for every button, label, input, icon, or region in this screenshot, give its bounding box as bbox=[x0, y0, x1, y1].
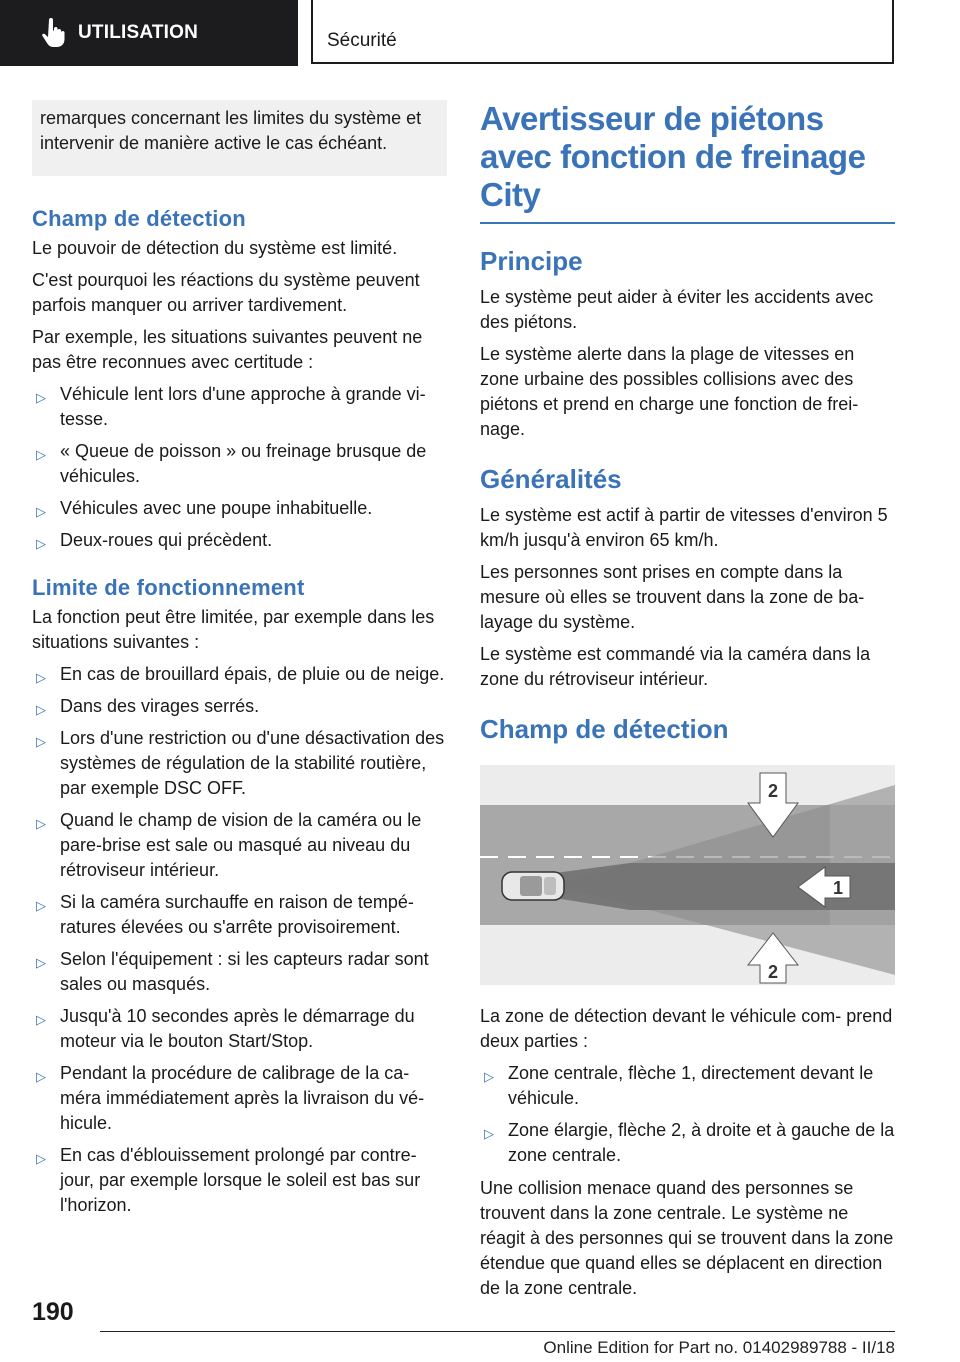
paragraph: La zone de détection devant le véhicule com‐ prend deux parties : bbox=[480, 1006, 893, 1051]
list-item: ▷ Zone centrale, flèche 1, directement devant le véhicule. bbox=[484, 1063, 874, 1108]
detection-field-diagram bbox=[480, 765, 895, 985]
list-item: ▷ Lors d'une restriction ou d'une désactivation des systèmes de régulation de la stabilité routière, par exemple DSC OFF. bbox=[36, 728, 445, 798]
chapter-tab[interactable] bbox=[0, 0, 298, 66]
triangle-bullet-icon: ▷ bbox=[36, 734, 46, 749]
paragraph: Le système est commandé via la caméra dans la zone du rétroviseur intérieur. bbox=[480, 644, 871, 689]
triangle-bullet-icon: ▷ bbox=[36, 898, 46, 913]
triangle-bullet-icon: ▷ bbox=[36, 447, 46, 462]
triangle-bullet-icon: ▷ bbox=[36, 955, 46, 970]
list-item: ▷ Si la caméra surchauffe en raison de tempé‐ ratures élevées ou s'arrête provisoirement. bbox=[36, 892, 414, 937]
list-item: ▷ « Queue de poisson » ou freinage brusque de véhicules. bbox=[36, 441, 427, 486]
triangle-bullet-icon: ▷ bbox=[36, 1012, 46, 1027]
list-item: ▷ En cas d'éblouissement prolongé par contre- jour, par exemple lorsque le soleil est bas sur l'horizon. bbox=[36, 1145, 421, 1215]
left-column bbox=[32, 100, 447, 1240]
section-principle bbox=[480, 246, 895, 442]
triangle-bullet-icon: ▷ bbox=[36, 1151, 46, 1166]
triangle-bullet-icon: ▷ bbox=[36, 670, 46, 685]
section-function-limit bbox=[32, 575, 447, 1218]
list-item: ▷ Selon l'équipement : si les capteurs radar sont sales ou masqués. bbox=[36, 949, 429, 994]
title-divider bbox=[480, 222, 895, 224]
paragraph: Par exemple, les situations suivantes peuvent ne pas être reconnues avec certitude : bbox=[32, 327, 423, 372]
section-label: Sécurité bbox=[327, 30, 397, 51]
edition-text: Online Edition for Part no. 01402989788 - II/18 bbox=[543, 1338, 895, 1357]
detection-list bbox=[32, 382, 447, 553]
heading-detection-field: Champ de détection bbox=[480, 714, 729, 744]
heading-principle: Principe bbox=[480, 246, 583, 276]
list-item: ▷ Dans des virages serrés. bbox=[32, 694, 447, 719]
list-item: ▷ Zone élargie, flèche 2, à droite et à gauche de la zone centrale. bbox=[484, 1120, 895, 1165]
page-title: Avertisseur de piétons avec fonction de freinage City bbox=[480, 100, 866, 213]
chapter-label: UTILISATION bbox=[78, 22, 199, 43]
triangle-bullet-icon: ▷ bbox=[36, 1069, 46, 1084]
heading-detection: Champ de détection bbox=[32, 206, 246, 231]
heading-general: Généralités bbox=[480, 464, 622, 494]
list-item: ▷ Véhicule lent lors d'une approche à grande vi‐ tesse. bbox=[36, 384, 426, 429]
zone-list bbox=[480, 1061, 895, 1168]
paragraph: Une collision menace quand des personnes se trouvent dans la zone centrale. Le système ne réagit à des personnes qui se trouvent dans la zone étendue que quand elles se déplacent en direction de la zone centrale. bbox=[480, 1178, 894, 1298]
paragraph: Le système est actif à partir de vitesses d'environ 5 km/h jusqu'à environ 65 km/h. bbox=[480, 505, 888, 550]
triangle-bullet-icon: ▷ bbox=[36, 816, 46, 831]
triangle-bullet-icon: ▷ bbox=[36, 504, 46, 519]
heading-limit: Limite de fonctionnement bbox=[32, 575, 305, 600]
list-item: ▷ Pendant la procédure de calibrage de la ca‐ méra immédiatement après la livraison du vé‐ hicule. bbox=[36, 1063, 425, 1133]
paragraph: Les personnes sont prises en compte dans la mesure où elles se trouvent dans la zone de ba‐ layage du système. bbox=[480, 562, 865, 632]
page-number: 190 bbox=[32, 1298, 74, 1326]
section-detection-field bbox=[480, 714, 895, 1301]
section-header bbox=[311, 0, 894, 64]
list-item: ▷ Jusqu'à 10 secondes après le démarrage du moteur via le bouton Start/Stop. bbox=[36, 1006, 415, 1051]
triangle-bullet-icon: ▷ bbox=[36, 702, 46, 717]
note-box bbox=[32, 100, 447, 176]
section-general bbox=[480, 464, 895, 692]
paragraph: La fonction peut être limitée, par exemple dans les situations suivantes : bbox=[32, 607, 435, 652]
footer-divider bbox=[100, 1331, 895, 1332]
right-column bbox=[480, 100, 895, 1323]
triangle-bullet-icon: ▷ bbox=[484, 1069, 494, 1084]
list-item: ▷ Véhicules avec une poupe inhabituelle. bbox=[32, 496, 447, 521]
svg-text:1: 1 bbox=[832, 878, 844, 898]
paragraph: Le système peut aider à éviter les accidents avec des piétons. bbox=[480, 287, 874, 332]
limit-list bbox=[32, 662, 447, 1218]
list-item: ▷ Quand le champ de vision de la caméra ou le pare-brise est sale ou masqué au niveau du rétroviseur intérieur. bbox=[36, 810, 422, 880]
triangle-bullet-icon: ▷ bbox=[36, 536, 46, 551]
triangle-bullet-icon: ▷ bbox=[36, 390, 46, 405]
paragraph: C'est pourquoi les réactions du système peuvent parfois manquer ou arriver tardivement. bbox=[32, 270, 420, 315]
paragraph: Le pouvoir de détection du système est limité. bbox=[32, 238, 398, 258]
car-icon bbox=[502, 872, 564, 900]
svg-text:2: 2 bbox=[767, 962, 779, 982]
note-text: remarques concernant les limites du système et intervenir de manière active le cas échéant. bbox=[40, 108, 422, 153]
hand-pointer-icon bbox=[40, 18, 66, 48]
triangle-bullet-icon: ▷ bbox=[484, 1126, 494, 1141]
section-detection-limits bbox=[32, 206, 447, 553]
svg-text:2: 2 bbox=[767, 781, 779, 801]
list-item: ▷ Deux-roues qui précèdent. bbox=[32, 528, 447, 553]
paragraph: Le système alerte dans la plage de vitesses en zone urbaine des possibles collisions avec des piétons et prend en charge une fonction de frei‐ nage. bbox=[480, 344, 859, 439]
list-item: ▷ En cas de brouillard épais, de pluie ou de neige. bbox=[32, 662, 447, 687]
